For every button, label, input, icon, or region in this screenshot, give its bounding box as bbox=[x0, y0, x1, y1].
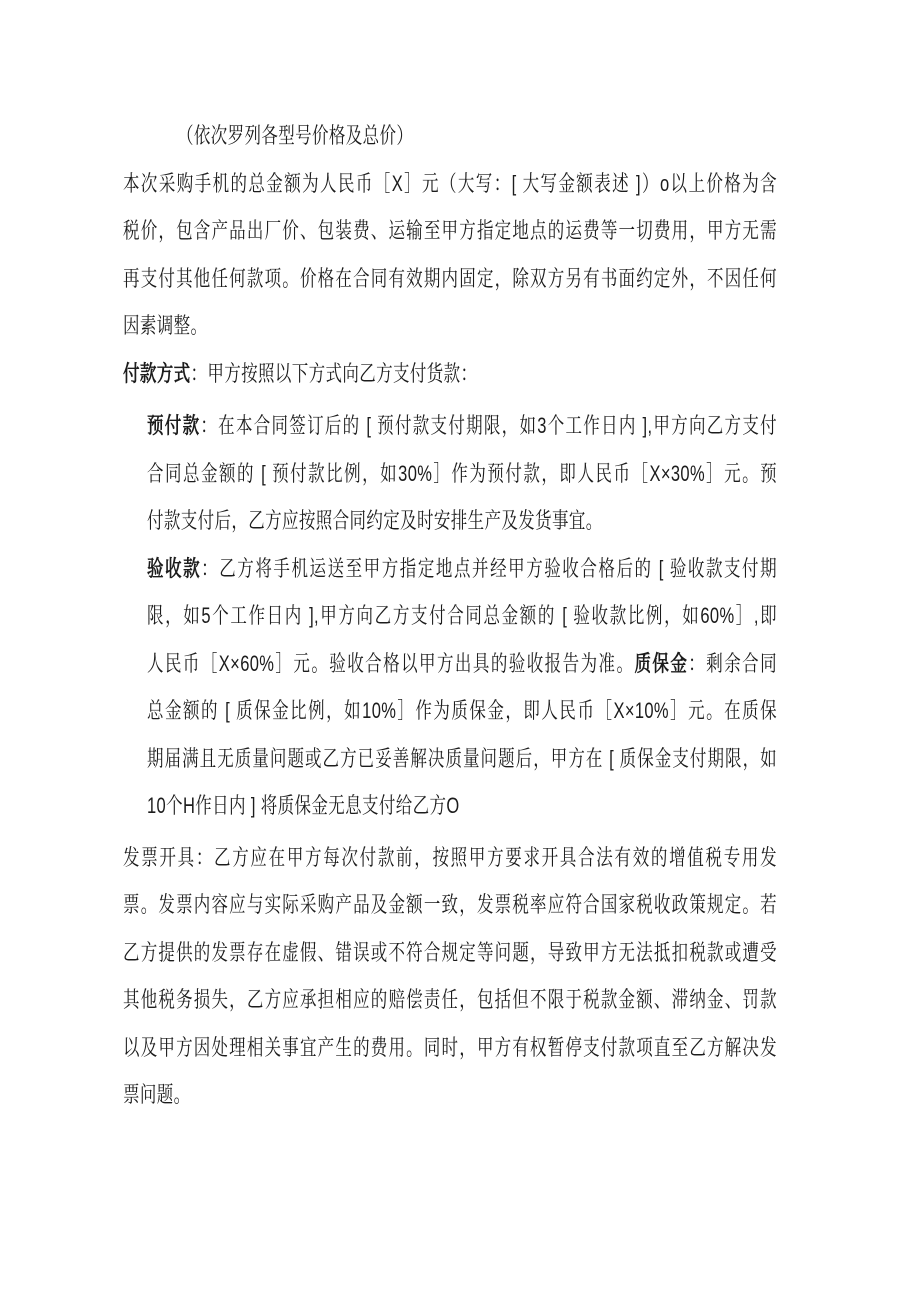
text-line bbox=[147, 687, 777, 735]
text-content bbox=[123, 112, 777, 1119]
text-run: 票问题。 bbox=[123, 1082, 191, 1107]
bold-text-run: 质保金 bbox=[634, 650, 689, 676]
text-line bbox=[147, 782, 777, 830]
text-line bbox=[147, 545, 777, 593]
text-line bbox=[123, 207, 777, 255]
text-run: ：乙方将手机运送至甲方指定地点并经甲方验收合格后的 [ 验收款支付期 bbox=[201, 555, 777, 581]
text-run: 期届满且无质量问题或乙方已妥善解决质量问题后，甲方在 [ 质保金支付期限，如 bbox=[147, 745, 777, 771]
paragraph-acceptance-payment bbox=[123, 545, 777, 830]
text-line bbox=[123, 350, 777, 398]
text-run: 总金额的 [ 质保金比例，如10%］作为质保金，即人民币［X×10%］元。在质保 bbox=[147, 698, 777, 723]
bold-text-run: 预付款 bbox=[147, 413, 201, 438]
text-line bbox=[123, 881, 777, 929]
text-line bbox=[147, 640, 777, 688]
text-run: ：在本合同签订后的 [ 预付款支付期限，如3个工作日内 ],甲方向乙方支付 bbox=[200, 413, 777, 438]
paragraph-advance-payment bbox=[123, 402, 777, 545]
text-line bbox=[147, 402, 777, 450]
text-line bbox=[177, 112, 777, 160]
text-line bbox=[147, 592, 777, 640]
text-line bbox=[147, 497, 777, 545]
bold-text-run: 验收款 bbox=[147, 555, 202, 581]
text-run: （依次罗列各型号价格及总价） bbox=[177, 123, 414, 148]
paragraph-invoice-issuance bbox=[123, 834, 777, 1119]
text-run: 10个H作日内 ] 将质保金无息支付给乙方O bbox=[147, 793, 460, 818]
text-run: 其他税务损失，乙方应承担相应的赔偿责任，包括但不限于税款金额、滞纳金、罚款 bbox=[123, 987, 777, 1012]
text-line bbox=[123, 1024, 777, 1072]
text-run: 发票开具：乙方应在甲方每次付款前，按照甲方要求开具合法有效的增值税专用发 bbox=[123, 844, 777, 870]
paragraph-total-amount bbox=[123, 160, 777, 350]
text-run: ：甲方按照以下方式向乙方支付货款： bbox=[190, 360, 478, 386]
text-line bbox=[147, 450, 777, 498]
text-run: 付款支付后，乙方应按照合同约定及时安排生产及发货事宜。 bbox=[147, 508, 603, 533]
text-run: 限，如5个工作日内 ],甲方向乙方支付合同总金额的 [ 验收款比例，如60%］,即 bbox=[147, 603, 777, 628]
text-run: 以及甲方因处理相关事宜产生的费用。同时，甲方有权暂停支付款项直至乙方解决发 bbox=[123, 1034, 777, 1060]
bold-text-run: 付款方式 bbox=[123, 360, 191, 386]
text-line bbox=[123, 160, 777, 208]
text-line bbox=[123, 255, 777, 303]
text-run: 人民币［X×60%］元。验收合格以甲方出具的验收报告为准。 bbox=[147, 650, 635, 676]
paragraph-payment-method bbox=[123, 350, 777, 398]
text-line bbox=[123, 834, 777, 882]
paragraph-model-price-note bbox=[123, 112, 777, 160]
text-run: ：剩余合同 bbox=[688, 650, 777, 676]
text-run: 再支付其他任何款项。价格在合同有效期内固定，除双方另有书面约定外，不因任何 bbox=[123, 265, 777, 291]
text-run: 税价，包含产品出厂价、包装费、运输至甲方指定地点的运费等一切费用，甲方无需 bbox=[123, 218, 777, 243]
text-line bbox=[123, 302, 777, 350]
text-run: 因素调整。 bbox=[123, 313, 208, 338]
text-run: 本次采购手机的总金额为人民币［X］元（大写：[ 大写金额表述 ]）o以上价格为含 bbox=[123, 170, 777, 196]
text-run: 票。发票内容应与实际采购产品及金额一致，发票税率应符合国家税收政策规定。若 bbox=[123, 892, 777, 917]
text-run: 合同总金额的 [ 预付款比例，如30%］作为预付款，即人民币［X×30%］元。预 bbox=[147, 460, 777, 486]
text-line bbox=[123, 976, 777, 1024]
text-line bbox=[123, 929, 777, 977]
text-line bbox=[147, 735, 777, 783]
text-run: 乙方提供的发票存在虚假、错误或不符合规定等问题，导致甲方无法抵扣税款或遭受 bbox=[123, 939, 777, 965]
text-line bbox=[123, 1071, 777, 1119]
